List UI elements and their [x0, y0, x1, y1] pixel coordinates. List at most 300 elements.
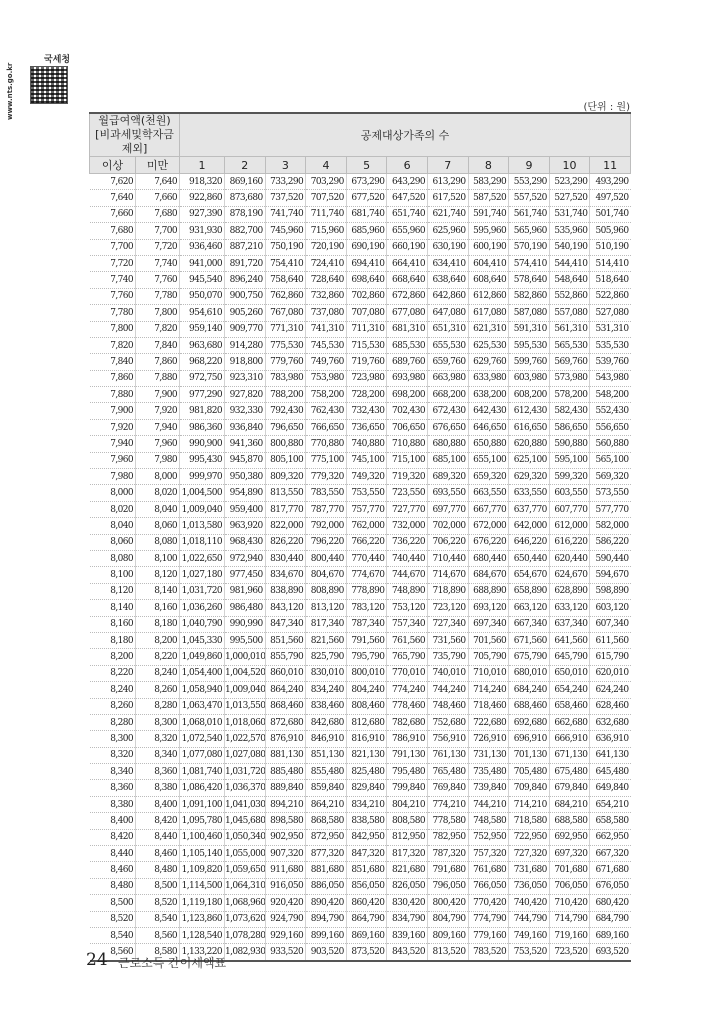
unit-note: (단위 : 원) [583, 102, 630, 113]
tax-amount-cell: 1,022,570 [225, 731, 266, 747]
dependent-count-header: 5 [346, 157, 387, 174]
table-row [90, 206, 631, 222]
range-from-cell: 7,960 [90, 452, 136, 468]
table-row [90, 895, 631, 911]
tax-amount-cell: 1,082,930 [225, 944, 266, 961]
tax-amount-cell: 757,770 [346, 501, 387, 517]
tax-amount-cell: 603,120 [590, 600, 631, 616]
tax-amount-cell: 587,520 [468, 190, 509, 206]
tax-amount-cell: 821,560 [306, 632, 347, 648]
tax-amount-cell: 671,130 [549, 747, 590, 763]
tax-amount-cell: 758,640 [265, 272, 306, 288]
tax-amount-cell: 667,770 [468, 501, 509, 517]
tax-amount-cell: 726,910 [468, 731, 509, 747]
tax-amount-cell: 630,190 [427, 239, 468, 255]
tax-amount-cell: 719,160 [549, 927, 590, 943]
tax-amount-cell: 1,004,500 [180, 485, 225, 501]
tax-amount-cell: 774,240 [387, 682, 428, 698]
tax-amount-cell: 673,290 [346, 174, 387, 190]
tax-amount-cell: 741,310 [306, 321, 347, 337]
tax-amount-cell: 587,080 [509, 305, 550, 321]
to-header: 미만 [136, 157, 180, 174]
tax-amount-cell: 855,790 [265, 649, 306, 665]
tax-amount-cell: 693,520 [590, 944, 631, 961]
tax-amount-cell: 761,560 [387, 632, 428, 648]
tax-amount-cell: 715,960 [306, 223, 347, 239]
tax-amount-cell: 744,240 [427, 682, 468, 698]
table-row [90, 846, 631, 862]
tax-amount-cell: 1,045,680 [225, 813, 266, 829]
tax-amount-cell: 723,550 [387, 485, 428, 501]
range-from-cell: 7,880 [90, 387, 136, 403]
dependent-count-header: 7 [427, 157, 468, 174]
tax-amount-cell: 963,680 [180, 337, 225, 353]
tax-amount-cell: 775,530 [265, 337, 306, 353]
range-to-cell: 7,700 [136, 223, 180, 239]
tax-amount-cell: 1,013,550 [225, 698, 266, 714]
tax-amount-cell: 710,440 [427, 550, 468, 566]
range-to-cell: 7,880 [136, 370, 180, 386]
tax-amount-cell: 732,000 [387, 518, 428, 534]
table-row [90, 255, 631, 271]
tax-amount-cell: 586,220 [590, 534, 631, 550]
tax-amount-cell: 968,430 [225, 534, 266, 550]
tax-amount-cell: 681,310 [387, 321, 428, 337]
tax-amount-cell: 681,740 [346, 206, 387, 222]
tax-amount-cell: 1,004,520 [225, 665, 266, 681]
tax-amount-cell: 1,055,000 [225, 846, 266, 862]
range-from-cell: 8,080 [90, 550, 136, 566]
tax-amount-cell: 628,890 [549, 583, 590, 599]
tax-amount-cell: 731,560 [427, 632, 468, 648]
table-row [90, 550, 631, 566]
tax-amount-cell: 1,078,280 [225, 927, 266, 943]
tax-amount-cell: 1,009,040 [225, 682, 266, 698]
tax-amount-cell: 582,000 [590, 518, 631, 534]
tax-amount-cell: 685,530 [387, 337, 428, 353]
tax-amount-cell: 1,031,720 [225, 764, 266, 780]
tax-amount-cell: 675,790 [509, 649, 550, 665]
salary-label-line2: [비과세및학자금제외] [95, 128, 174, 155]
tax-amount-cell: 829,840 [346, 780, 387, 796]
tax-amount-cell: 688,580 [549, 813, 590, 829]
tax-amount-cell: 843,120 [265, 600, 306, 616]
tax-amount-cell: 767,080 [265, 305, 306, 321]
tax-amount-cell: 705,480 [509, 764, 550, 780]
tax-amount-cell: 745,100 [346, 452, 387, 468]
tax-amount-cell: 591,310 [509, 321, 550, 337]
tax-amount-cell: 569,760 [549, 354, 590, 370]
tax-amount-cell: 941,360 [225, 436, 266, 452]
tax-amount-cell: 573,980 [549, 370, 590, 386]
tax-amount-cell: 808,460 [346, 698, 387, 714]
tax-amount-cell: 977,450 [225, 567, 266, 583]
range-to-cell: 8,180 [136, 616, 180, 632]
tax-amount-cell: 600,190 [468, 239, 509, 255]
tax-amount-cell: 851,560 [265, 632, 306, 648]
tax-amount-cell: 548,200 [590, 387, 631, 403]
tax-amount-cell: 518,640 [590, 272, 631, 288]
tax-amount-cell: 931,930 [180, 223, 225, 239]
table-row [90, 272, 631, 288]
tax-amount-cell: 1,050,340 [225, 829, 266, 845]
range-to-cell: 7,980 [136, 452, 180, 468]
tax-amount-cell: 778,890 [346, 583, 387, 599]
tax-amount-cell: 679,840 [549, 780, 590, 796]
tax-amount-cell: 843,520 [387, 944, 428, 961]
tax-amount-cell: 714,790 [549, 911, 590, 927]
dependent-count-header: 2 [225, 157, 266, 174]
tax-amount-cell: 745,530 [306, 337, 347, 353]
tax-amount-cell: 565,530 [549, 337, 590, 353]
tax-amount-cell: 860,010 [265, 665, 306, 681]
range-to-cell: 8,540 [136, 911, 180, 927]
tax-amount-cell: 766,220 [346, 534, 387, 550]
tax-amount-cell: 711,310 [346, 321, 387, 337]
salary-label-line1: 월급여액(천원) [98, 114, 171, 127]
tax-amount-cell: 706,650 [387, 419, 428, 435]
tax-amount-cell: 1,114,500 [180, 878, 225, 894]
range-to-cell: 7,940 [136, 419, 180, 435]
tax-amount-cell: 688,890 [468, 583, 509, 599]
tax-amount-cell: 577,770 [590, 501, 631, 517]
tax-amount-cell: 671,680 [590, 862, 631, 878]
table-row [90, 223, 631, 239]
dependent-count-header: 4 [306, 157, 347, 174]
range-from-cell: 7,720 [90, 255, 136, 271]
tax-amount-cell: 737,520 [265, 190, 306, 206]
tax-amount-cell: 632,680 [590, 714, 631, 730]
tax-amount-cell: 995,430 [180, 452, 225, 468]
tax-amount-cell: 624,670 [549, 567, 590, 583]
tax-amount-cell: 715,100 [387, 452, 428, 468]
range-to-cell: 7,800 [136, 305, 180, 321]
tax-amount-cell: 702,430 [387, 403, 428, 419]
tax-amount-cell: 805,100 [265, 452, 306, 468]
tax-amount-cell: 540,190 [549, 239, 590, 255]
tax-amount-cell: 990,990 [225, 616, 266, 632]
tax-amount-cell: 882,700 [225, 223, 266, 239]
tax-amount-cell: 826,220 [265, 534, 306, 550]
tax-amount-cell: 986,480 [225, 600, 266, 616]
tax-amount-cell: 1,009,040 [180, 501, 225, 517]
dependent-count-header: 3 [265, 157, 306, 174]
tax-amount-cell: 709,840 [509, 780, 550, 796]
tax-amount-cell: 813,120 [306, 600, 347, 616]
tax-amount-cell: 651,310 [427, 321, 468, 337]
tax-amount-cell: 945,540 [180, 272, 225, 288]
tax-amount-cell: 791,680 [427, 862, 468, 878]
tax-amount-cell: 1,013,580 [180, 518, 225, 534]
range-from-cell: 8,260 [90, 698, 136, 714]
tax-amount-cell: 800,010 [346, 665, 387, 681]
tax-amount-cell: 1,063,470 [180, 698, 225, 714]
tax-amount-cell: 877,320 [306, 846, 347, 862]
range-from-cell: 8,500 [90, 895, 136, 911]
tax-amount-cell: 689,160 [590, 927, 631, 943]
range-to-cell: 7,720 [136, 239, 180, 255]
range-from-cell: 8,280 [90, 714, 136, 730]
tax-amount-cell: 745,960 [265, 223, 306, 239]
tax-amount-cell: 594,670 [590, 567, 631, 583]
range-from-cell: 8,120 [90, 583, 136, 599]
dependent-count-header: 10 [549, 157, 590, 174]
tax-amount-cell: 570,190 [509, 239, 550, 255]
tax-amount-cell: 654,210 [590, 796, 631, 812]
tax-amount-cell: 621,310 [468, 321, 509, 337]
tax-amount-cell: 927,390 [180, 206, 225, 222]
tax-amount-cell: 758,200 [306, 387, 347, 403]
tax-amount-cell: 927,820 [225, 387, 266, 403]
table-row [90, 305, 631, 321]
tax-amount-cell: 561,310 [549, 321, 590, 337]
tax-amount-cell: 842,680 [306, 714, 347, 730]
range-from-cell: 8,180 [90, 632, 136, 648]
tax-amount-cell: 762,000 [346, 518, 387, 534]
tax-amount-cell: 718,580 [509, 813, 550, 829]
tax-amount-cell: 650,010 [549, 665, 590, 681]
tax-amount-cell: 744,670 [387, 567, 428, 583]
tax-amount-cell: 703,290 [306, 174, 347, 190]
tax-amount-cell: 620,440 [549, 550, 590, 566]
tax-amount-cell: 761,680 [468, 862, 509, 878]
tax-amount-cell: 720,190 [306, 239, 347, 255]
tax-amount-cell: 873,520 [346, 944, 387, 961]
table-row [90, 796, 631, 812]
tax-amount-cell: 959,140 [180, 321, 225, 337]
tax-amount-cell: 851,130 [306, 747, 347, 763]
tax-amount-cell: 728,640 [306, 272, 347, 288]
range-to-cell: 7,820 [136, 321, 180, 337]
tax-amount-cell: 590,440 [590, 550, 631, 566]
tax-amount-cell: 909,770 [225, 321, 266, 337]
tax-amount-cell: 812,950 [387, 829, 428, 845]
tax-amount-cell: 1,031,720 [180, 583, 225, 599]
range-to-cell: 8,380 [136, 780, 180, 796]
tax-amount-cell: 527,080 [590, 305, 631, 321]
footer-title: 근로소득 간이세액표 [118, 956, 227, 970]
tax-amount-cell: 749,160 [509, 927, 550, 943]
tax-amount-cell: 628,460 [590, 698, 631, 714]
tax-amount-cell: 638,640 [427, 272, 468, 288]
table-row [90, 534, 631, 550]
tax-amount-cell: 697,770 [427, 501, 468, 517]
tax-amount-cell: 660,190 [387, 239, 428, 255]
tax-amount-cell: 625,100 [509, 452, 550, 468]
tax-amount-cell: 787,340 [346, 616, 387, 632]
tax-amount-cell: 775,100 [306, 452, 347, 468]
tax-amount-cell: 787,320 [427, 846, 468, 862]
table-row [90, 862, 631, 878]
tax-amount-cell: 972,940 [225, 550, 266, 566]
range-to-cell: 8,580 [136, 944, 180, 961]
tax-amount-cell: 557,080 [549, 305, 590, 321]
range-to-cell: 8,300 [136, 714, 180, 730]
tax-amount-cell: 697,340 [468, 616, 509, 632]
table-row [90, 682, 631, 698]
tax-amount-cell: 851,680 [346, 862, 387, 878]
tax-amount-cell: 633,980 [468, 370, 509, 386]
tax-amount-cell: 723,520 [549, 944, 590, 961]
tax-amount-cell: 608,640 [468, 272, 509, 288]
tax-amount-cell: 527,520 [549, 190, 590, 206]
tax-amount-cell: 787,770 [306, 501, 347, 517]
tax-amount-cell: 675,480 [549, 764, 590, 780]
range-to-cell: 8,220 [136, 649, 180, 665]
tax-amount-cell: 881,130 [265, 747, 306, 763]
table-row [90, 403, 631, 419]
tax-amount-cell: 748,460 [427, 698, 468, 714]
tax-amount-cell: 774,670 [346, 567, 387, 583]
tax-amount-cell: 1,000,010 [225, 649, 266, 665]
tax-amount-cell: 839,160 [387, 927, 428, 943]
tax-amount-cell: 959,400 [225, 501, 266, 517]
tax-amount-cell: 590,880 [549, 436, 590, 452]
tax-amount-cell: 694,410 [346, 255, 387, 271]
tax-amount-cell: 1,027,080 [225, 747, 266, 763]
tax-amount-cell: 677,520 [346, 190, 387, 206]
tax-amount-cell: 603,550 [549, 485, 590, 501]
tax-amount-cell: 1,040,790 [180, 616, 225, 632]
range-from-cell: 7,660 [90, 206, 136, 222]
tax-amount-cell: 769,840 [427, 780, 468, 796]
tax-amount-cell: 771,310 [265, 321, 306, 337]
tax-amount-cell: 902,950 [265, 829, 306, 845]
tax-amount-cell: 920,420 [265, 895, 306, 911]
tax-amount-cell: 718,460 [468, 698, 509, 714]
tax-amount-cell: 762,430 [306, 403, 347, 419]
table-row [90, 665, 631, 681]
tax-amount-cell: 804,240 [346, 682, 387, 698]
tax-amount-cell: 543,980 [590, 370, 631, 386]
tax-amount-cell: 603,980 [509, 370, 550, 386]
tax-amount-cell: 896,240 [225, 272, 266, 288]
tax-amount-cell: 535,960 [549, 223, 590, 239]
range-from-cell: 8,540 [90, 927, 136, 943]
tax-amount-cell: 658,460 [549, 698, 590, 714]
tax-amount-cell: 685,100 [427, 452, 468, 468]
tax-amount-cell: 723,120 [427, 600, 468, 616]
tax-amount-cell: 565,960 [509, 223, 550, 239]
tax-amount-cell: 557,520 [509, 190, 550, 206]
tax-amount-cell: 872,950 [306, 829, 347, 845]
tax-amount-cell: 701,560 [468, 632, 509, 648]
range-from-cell: 7,740 [90, 272, 136, 288]
range-to-cell: 7,680 [136, 206, 180, 222]
tax-amount-cell: 1,073,620 [225, 911, 266, 927]
tax-amount-cell: 922,860 [180, 190, 225, 206]
tax-amount-cell: 1,068,010 [180, 714, 225, 730]
dependent-count-header: 9 [509, 157, 550, 174]
tax-amount-cell: 650,880 [468, 436, 509, 452]
range-from-cell: 8,200 [90, 649, 136, 665]
table-row [90, 501, 631, 517]
tax-amount-cell: 783,120 [346, 600, 387, 616]
tax-amount-cell: 1,041,030 [225, 796, 266, 812]
tax-amount-cell: 924,790 [265, 911, 306, 927]
tax-amount-cell: 612,000 [549, 518, 590, 534]
tax-amount-cell: 972,750 [180, 370, 225, 386]
tax-amount-cell: 847,340 [265, 616, 306, 632]
range-from-cell: 7,760 [90, 288, 136, 304]
tax-amount-cell: 719,320 [387, 469, 428, 485]
tax-amount-cell: 744,790 [509, 911, 550, 927]
tax-amount-cell: 667,320 [590, 846, 631, 862]
tax-amount-cell: 795,790 [346, 649, 387, 665]
tax-amount-cell: 792,430 [265, 403, 306, 419]
tax-amount-cell: 637,340 [549, 616, 590, 632]
dependent-count-header: 6 [387, 157, 428, 174]
tax-amount-cell: 612,860 [468, 288, 509, 304]
tax-amount-cell: 834,790 [387, 911, 428, 927]
tax-amount-cell: 643,290 [387, 174, 428, 190]
tax-amount-cell: 578,640 [509, 272, 550, 288]
tax-amount-cell: 637,770 [509, 501, 550, 517]
tax-amount-cell: 791,130 [387, 747, 428, 763]
range-from-cell: 8,440 [90, 846, 136, 862]
tax-amount-cell: 620,880 [509, 436, 550, 452]
tax-amount-cell: 629,320 [509, 469, 550, 485]
tax-amount-cell: 800,420 [427, 895, 468, 911]
tax-amount-cell: 1,077,080 [180, 747, 225, 763]
tax-amount-cell: 1,058,940 [180, 682, 225, 698]
range-to-cell: 8,100 [136, 550, 180, 566]
tax-amount-cell: 737,080 [306, 305, 347, 321]
tax-amount-cell: 727,340 [427, 616, 468, 632]
table-row [90, 288, 631, 304]
tax-amount-cell: 715,530 [346, 337, 387, 353]
tax-amount-cell: 702,860 [346, 288, 387, 304]
tax-amount-cell: 1,027,180 [180, 567, 225, 583]
range-to-cell: 7,740 [136, 255, 180, 271]
table-row [90, 337, 631, 353]
range-from-cell: 8,400 [90, 813, 136, 829]
tax-amount-cell: 701,130 [509, 747, 550, 763]
tax-amount-cell: 932,330 [225, 403, 266, 419]
range-to-cell: 7,640 [136, 174, 180, 190]
tax-amount-cell: 710,010 [468, 665, 509, 681]
tax-amount-cell: 616,220 [549, 534, 590, 550]
tax-amount-cell: 800,440 [306, 550, 347, 566]
tax-amount-cell: 684,240 [509, 682, 550, 698]
tax-amount-cell: 667,340 [509, 616, 550, 632]
range-from-cell: 8,140 [90, 600, 136, 616]
tax-amount-cell: 846,910 [306, 731, 347, 747]
tax-amount-cell: 809,320 [265, 469, 306, 485]
tax-amount-cell: 714,210 [509, 796, 550, 812]
tax-amount-cell: 583,290 [468, 174, 509, 190]
tax-amount-cell: 586,650 [549, 419, 590, 435]
tax-amount-cell: 740,880 [346, 436, 387, 452]
tax-amount-cell: 620,010 [590, 665, 631, 681]
tax-amount-cell: 894,790 [306, 911, 347, 927]
tax-amount-cell: 750,190 [265, 239, 306, 255]
range-to-cell: 8,060 [136, 518, 180, 534]
tax-amount-cell: 1,105,140 [180, 846, 225, 862]
tax-amount-cell: 701,680 [549, 862, 590, 878]
tax-amount-cell: 754,410 [265, 255, 306, 271]
tax-amount-cell: 706,050 [549, 878, 590, 894]
tax-amount-cell: 761,130 [427, 747, 468, 763]
tax-amount-cell: 727,770 [387, 501, 428, 517]
table-row [90, 927, 631, 943]
tax-amount-cell: 642,000 [509, 518, 550, 534]
tax-amount-cell: 986,360 [180, 419, 225, 435]
tax-amount-cell: 1,100,460 [180, 829, 225, 845]
tax-amount-cell: 505,960 [590, 223, 631, 239]
tax-amount-cell: 791,560 [346, 632, 387, 648]
tax-amount-cell: 923,310 [225, 370, 266, 386]
